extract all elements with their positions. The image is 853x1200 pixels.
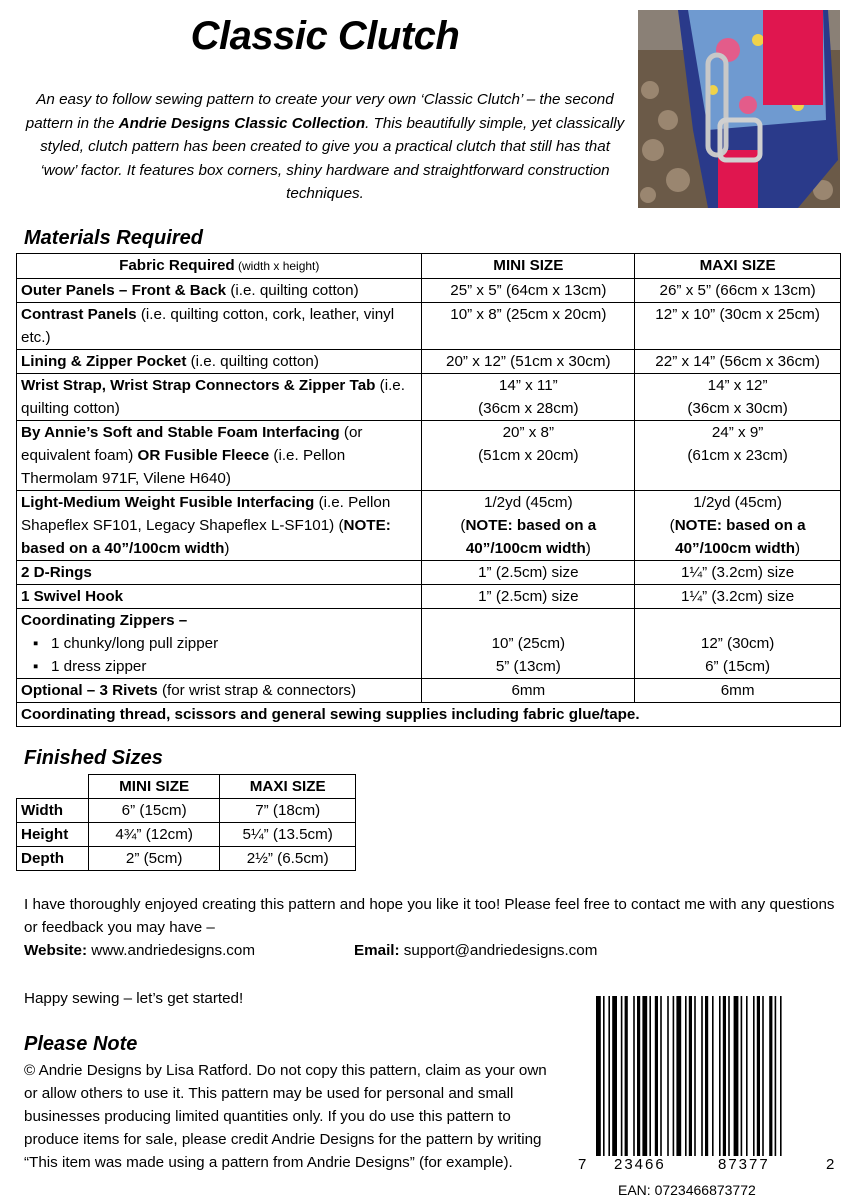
- barcode-bar: [633, 996, 635, 1156]
- barcode-bar: [741, 996, 743, 1156]
- website-line: Website: www.andriedesigns.com: [24, 942, 255, 959]
- barcode-bar: [701, 996, 703, 1156]
- barcode-bar: [596, 996, 601, 1156]
- page-title: Classic Clutch: [190, 14, 460, 58]
- barcode-bar: [775, 996, 777, 1156]
- barcode-bar: [728, 996, 730, 1156]
- barcode-bar: [757, 996, 760, 1156]
- barcode-bar: [689, 996, 692, 1156]
- please-note-heading: Please Note: [24, 1033, 138, 1055]
- barcode-bar: [660, 996, 662, 1156]
- barcode-bar: [655, 996, 658, 1156]
- table-row: Wrist Strap, Wrist Strap Connectors & Zipper Tab (i.e. quilting cotton) 14” x 11” (36cm x 28cm) 14” x 12” (36cm x 30cm): [17, 374, 841, 421]
- table-row: Width 6” (15cm) 7” (18cm): [17, 799, 356, 823]
- table-row: Lining & Zipper Pocket (i.e. quilting cotton) 20” x 12” (51cm x 30cm) 22” x 14” (56cm x 36cm): [17, 350, 841, 374]
- finished-sizes-heading: Finished Sizes: [24, 747, 163, 769]
- website-link[interactable]: www.andriedesigns.com: [87, 942, 255, 959]
- happy-sewing-text: Happy sewing – let’s get started!: [24, 990, 244, 1007]
- table-row: Depth 2” (5cm) 2½” (6.5cm): [17, 847, 356, 871]
- barcode-bar: [676, 996, 681, 1156]
- barcode-bar: [712, 996, 714, 1156]
- mini-size-header: MINI SIZE: [422, 254, 635, 279]
- table-row: Contrast Panels (i.e. quilting cotton, cork, leather, vinyl etc.) 10” x 8” (25cm x 20cm) 12” x 10” (30cm x 25cm): [17, 303, 841, 350]
- barcode-digit-last: 2: [826, 1156, 835, 1173]
- list-item: ▪ 1 dress zipper: [21, 655, 417, 678]
- barcode-bar: [637, 996, 640, 1156]
- closing-paragraph: I have thoroughly enjoyed creating this pattern and hope you like it too! Please feel free to contact me with any questions or feedback you may have –: [24, 896, 835, 936]
- please-note-text: © Andrie Designs by Lisa Ratford. Do not copy this pattern, claim as your own or allow others to use it. This pattern may be used for personal and small businesses producing limited quantities only. If you do use this pattern to produce items for sale, please credit Andrie Designs for the pattern by writing “This item was made using a pattern from Andrie Designs” (for example).: [24, 1062, 547, 1171]
- barcode-bar: [734, 996, 739, 1156]
- barcode-bar: [769, 996, 772, 1156]
- barcode-bars: [578, 996, 840, 1156]
- barcode-bar: [705, 996, 708, 1156]
- table-row: Outer Panels – Front & Back (i.e. quilting cotton) 25” x 5” (64cm x 13cm) 26” x 5” (66cm x 13cm): [17, 279, 841, 303]
- materials-footer-row: Coordinating thread, scissors and general sewing supplies including fabric glue/tape.: [17, 703, 841, 727]
- barcode-bar: [780, 996, 782, 1156]
- barcode-bar: [649, 996, 651, 1156]
- maxi-size-header: MAXI SIZE: [220, 775, 356, 799]
- materials-heading: Materials Required: [24, 227, 203, 249]
- email-line: Email: support@andriedesigns.com: [354, 942, 598, 959]
- barcode-bar: [625, 996, 628, 1156]
- barcode-bar: [685, 996, 687, 1156]
- table-row: Height 4¾” (12cm) 5¼” (13.5cm): [17, 823, 356, 847]
- table-row: Coordinating Zippers – ▪ 1 chunky/long pull zipper ▪ 1 dress zipper 10” (25cm) 5” (13cm) 12” (30cm) 6” (15cm): [17, 609, 841, 679]
- barcode-bar: [673, 996, 675, 1156]
- intro-paragraph: An easy to follow sewing pattern to create your very own ‘Classic Clutch’ – the second pattern in the Andrie Designs Classic Collection. This beautifully simple, yet classically styled, clutch pattern has been created to give you a practical clutch that still has that ‘wow’ factor. It features box corners, shiny hardware and straightforward construction techniques.: [25, 91, 625, 203]
- ean-text: EAN: 0723466873772: [618, 1182, 756, 1198]
- fabric-required-header: Fabric Required (width x height): [17, 254, 422, 279]
- barcode-group-2: 87377: [718, 1156, 770, 1173]
- barcode-bar: [621, 996, 623, 1156]
- table-row: Optional – 3 Rivets (for wrist strap & connectors) 6mm 6mm: [17, 679, 841, 703]
- barcode-bar: [667, 996, 669, 1156]
- table-row: Light-Medium Weight Fusible Interfacing (i.e. Pellon Shapeflex SF101, Legacy Shapeflex L-SF101) (NOTE: based on a 40”/100cm width) 1/2yd (45cm) (NOTE: based on a 40”/100cm width) 1/2yd (45cm) (NOTE: based on a 40”/100cm width): [17, 491, 841, 561]
- email-link[interactable]: support@andriedesigns.com: [399, 942, 598, 959]
- materials-table: [16, 253, 841, 727]
- materials-header-row: [17, 254, 841, 279]
- barcode-bar: [608, 996, 610, 1156]
- barcode-bar: [603, 996, 605, 1156]
- barcode-bar: [694, 996, 696, 1156]
- barcode-bar: [723, 996, 726, 1156]
- barcode-bar: [642, 996, 647, 1156]
- table-row: 2 D-Rings 1” (2.5cm) size 1¼” (3.2cm) size: [17, 561, 841, 585]
- mini-size-header: MINI SIZE: [88, 775, 220, 799]
- barcode: [578, 996, 840, 1198]
- barcode-group-1: 23466: [614, 1156, 666, 1173]
- barcode-digit-first: 7: [578, 1156, 587, 1173]
- list-item: ▪ 1 chunky/long pull zipper: [21, 632, 417, 655]
- barcode-bar: [753, 996, 755, 1156]
- table-row: 1 Swivel Hook 1” (2.5cm) size 1¼” (3.2cm) size: [17, 585, 841, 609]
- barcode-bar: [746, 996, 748, 1156]
- finished-sizes-table: [16, 774, 356, 871]
- table-row: By Annie’s Soft and Stable Foam Interfacing (or equivalent foam) OR Fusible Fleece (i.e. Pellon Thermolam 971F, Vilene H640) 20” x 8” (51cm x 20cm) 24” x 9” (61cm x 23cm): [17, 421, 841, 491]
- barcode-bar: [762, 996, 764, 1156]
- clutch-photo: [638, 10, 840, 208]
- maxi-size-header: MAXI SIZE: [635, 254, 841, 279]
- barcode-bar: [612, 996, 617, 1156]
- barcode-bar: [719, 996, 721, 1156]
